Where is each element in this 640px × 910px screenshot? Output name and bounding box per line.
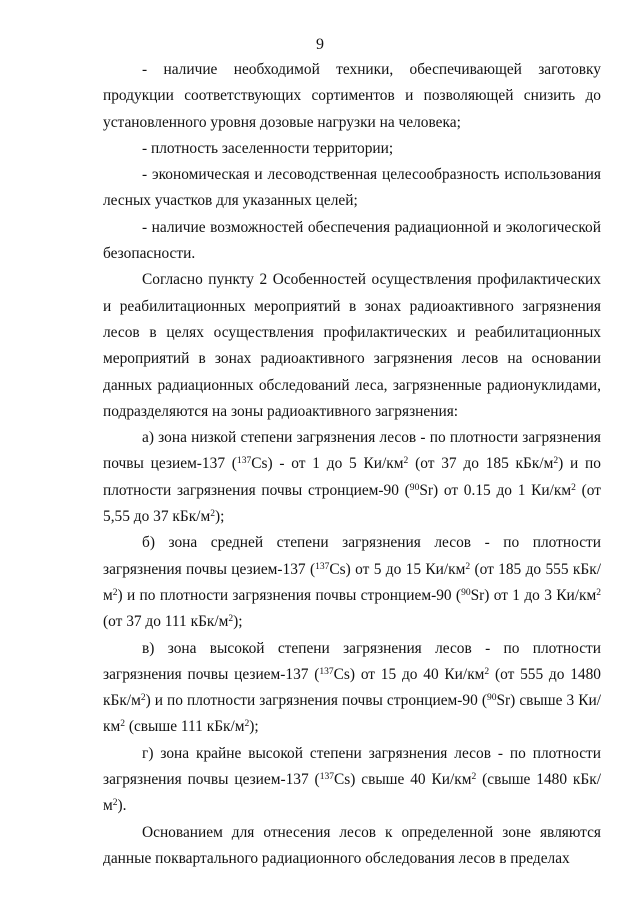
paragraph [103,636,601,741]
text-fragment: г) зона крайне высокой степени загрязнения лесов - по плотности загрязнения почвы цезием-137 ( [103,744,601,789]
text-fragment: - плотность заселенности территории; [142,139,394,157]
superscript: 90 [486,692,497,704]
text-fragment: ). [117,797,127,815]
paragraph [103,267,601,425]
superscript: 2 [471,771,477,783]
superscript: 2 [140,692,146,704]
superscript: 2 [228,613,234,625]
paragraph [103,820,601,873]
superscript: 2 [465,560,471,572]
superscript: 2 [553,455,559,467]
text-fragment: Cs) от 15 до 40 Ки/км [333,665,485,683]
text-fragment: ) и по плотности загрязнения почвы стронцием-90 ( [117,586,462,604]
text-fragment: - наличие необходимой техники, обеспечивающей заготовку продукции соответствующих сортиментов и позволяющей снизить до установленного уровня дозовые нагрузки на человека; [103,61,601,131]
text-fragment: Cs) от 5 до 15 Ки/км [329,560,466,578]
document-body [103,57,601,872]
text-fragment: Cs) свыше 40 Ки/км [333,771,472,789]
text-fragment: ); [233,613,243,631]
text-fragment: (от 37 до 185 кБк/м [408,455,554,473]
superscript: 2 [112,797,118,809]
text-fragment: Sr) от 1 до 3 Ки/км [470,586,597,604]
text-fragment: (от 37 до 111 кБк/м [103,613,229,631]
superscript: 137 [319,771,334,783]
text-fragment: Cs) - от 1 до 5 Ки/км [251,455,404,473]
paragraph [103,425,601,530]
superscript: 2 [244,718,250,730]
superscript: 2 [120,718,125,730]
text-fragment: Основанием для отнесения лесов к определенной зоне являются данные поквартального радиационного обследования лесов в пределах [103,823,601,867]
superscript: 90 [461,587,471,599]
text-fragment: ) и по плотности загрязнения почвы стронцием-90 ( [103,455,601,499]
text-fragment: (от 185 до 555 кБк/м [103,560,601,604]
paragraph [103,530,601,635]
superscript: 2 [484,666,490,678]
text-fragment: а) зона низкой степени загрязнения лесов - по плотности загрязнения почвы цезием-137 ( [103,429,601,473]
superscript: 137 [315,560,330,572]
superscript: 2 [596,587,601,599]
paragraph [103,741,601,820]
superscript: 2 [571,481,576,493]
superscript: 137 [236,455,252,467]
text-fragment: ); [249,718,259,736]
text-fragment: (от 5,55 до 37 кБк/м [103,481,601,526]
text-fragment: - экономическая и лесоводственная целесообразность использования лесных участков для указанных целей; [103,166,601,210]
superscript: 2 [210,508,215,520]
text-fragment: Sr) свыше 3 Ки/км [103,692,601,736]
paragraph [103,57,601,136]
superscript: 2 [403,455,409,467]
superscript: 90 [409,481,420,493]
text-fragment: Sr) от 0.15 до 1 Ки/км [419,481,572,499]
text-fragment: (свыше 1480 кБк/м [103,771,601,815]
superscript: 137 [319,666,334,678]
page-number: 9 [316,36,324,53]
superscript: 2 [112,587,118,599]
paragraph [103,136,601,162]
text-fragment: ); [214,508,225,526]
text-fragment: Согласно пункту 2 Особенностей осуществления профилактических и реабилитационных мероприятий в зонах радиоактивного загрязнения лесов в целях осуществления профилактических и реабилитационных мероприятий в зонах радиоактивного загрязнения лесов на основании данных радиационных обследований леса, загрязненные радионуклидами, подразделяются на зоны радиоактивного загрязнения: [103,271,601,420]
paragraph [103,215,601,268]
text-fragment: (от 555 до 1480 кБк/м [103,665,601,710]
text-fragment: ) и по плотности загрязнения почвы стронцием-90 ( [145,692,487,710]
text-fragment: б) зона средней степени загрязнения лесов - по плотности загрязнения почвы цезием-137 ( [103,534,601,578]
text-fragment: (свыше 111 кБк/м [124,718,245,736]
text-fragment: в) зона высокой степени загрязнения лесов - по плотности загрязнения почвы цезием-137 ( [103,639,601,683]
text-fragment: - наличие возможностей обеспечения радиационной и экологической безопасности. [103,218,601,263]
paragraph [103,162,601,215]
